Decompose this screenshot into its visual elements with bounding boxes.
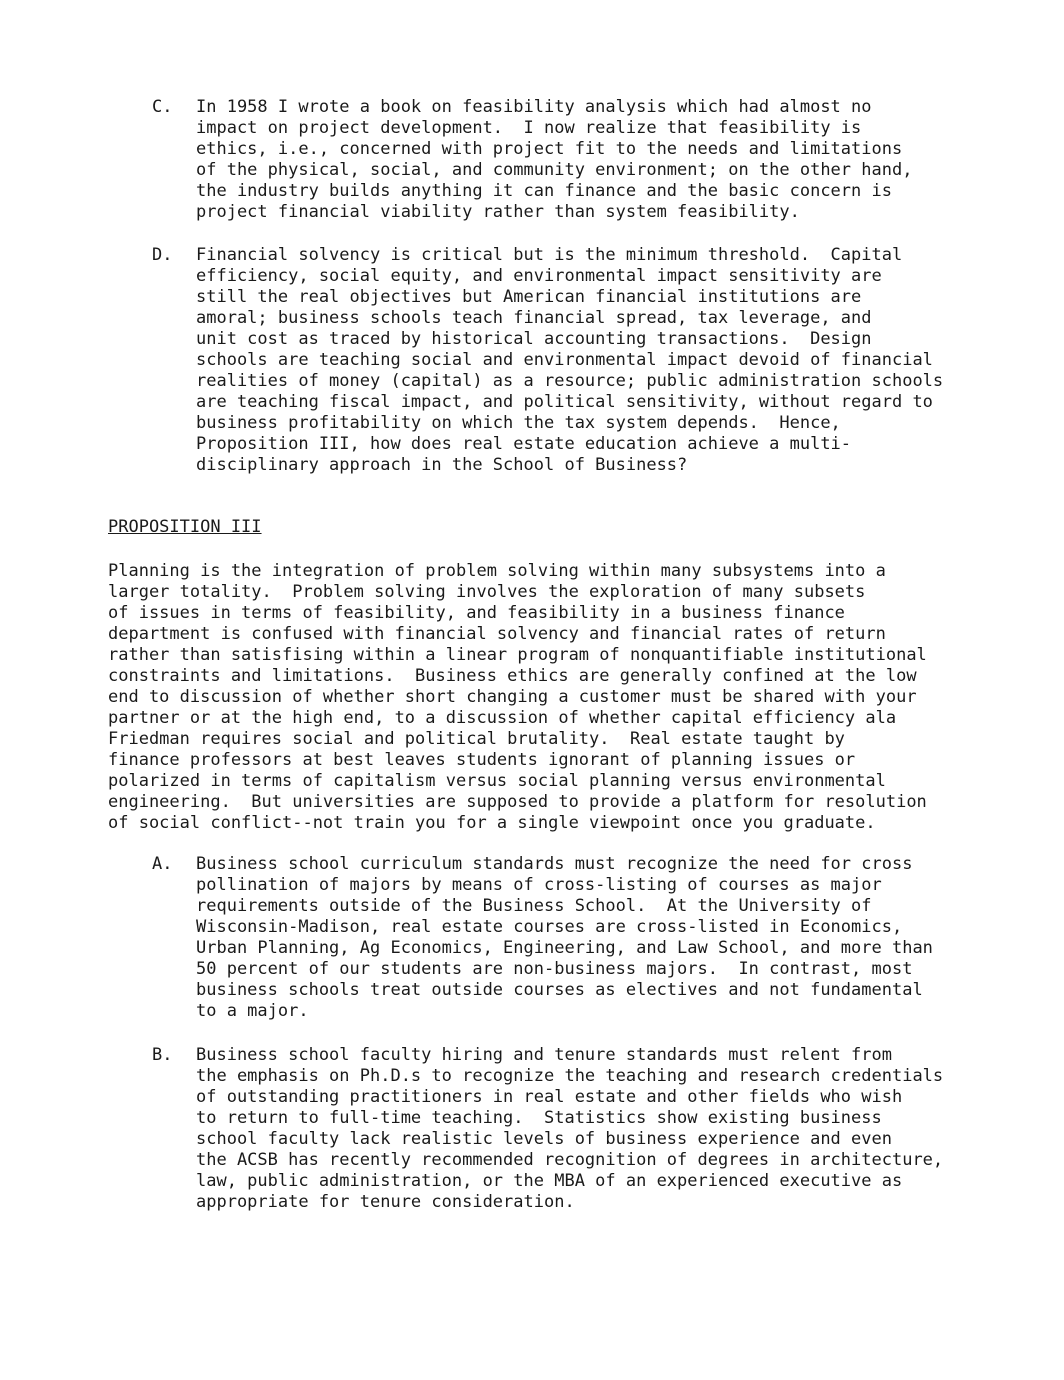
- text-line: business profitability on which the tax system depends. Hence,: [196, 413, 841, 433]
- text-line: larger totality. Problem solving involves the exploration of many subsets: [108, 582, 866, 602]
- text-line: realities of money (capital) as a resource; public administration schools: [196, 371, 944, 391]
- text-line: the industry builds anything it can finance and the basic concern is: [196, 181, 892, 201]
- text-line: rather than satisfising within a linear program of nonquantifiable institutional: [108, 645, 927, 665]
- text-line: partner or at the high end, to a discussion of whether capital efficiency ala: [108, 708, 897, 728]
- text-line: efficiency, social equity, and environmental impact sensitivity are: [196, 266, 882, 286]
- text-line: Financial solvency is critical but is the minimum threshold. Capital: [196, 245, 903, 265]
- text-line: department is confused with financial solvency and financial rates of return: [108, 624, 886, 644]
- text-line: impact on project development. I now realize that feasibility is: [196, 118, 862, 138]
- text-line: Business school faculty hiring and tenure standards must relent from: [196, 1045, 892, 1065]
- text-line: of the physical, social, and community environment; on the other hand,: [196, 160, 913, 180]
- text-line: project financial viability rather than system feasibility.: [196, 202, 800, 222]
- text-line: end to discussion of whether short changing a customer must be shared with your: [108, 687, 917, 707]
- text-line: business schools treat outside courses as electives and not fundamental: [196, 980, 923, 1000]
- list-item-a-text: [196, 854, 1002, 1022]
- list-item-c: [152, 97, 1002, 223]
- list-item-d: [152, 245, 1002, 476]
- text-line: still the real objectives but American financial institutions are: [196, 287, 862, 307]
- text-line: amoral; business schools teach financial spread, tax leverage, and: [196, 308, 872, 328]
- body-paragraph: [108, 561, 1008, 834]
- list-marker-c: C.: [152, 97, 173, 117]
- text-line: appropriate for tenure consideration.: [196, 1192, 575, 1212]
- text-line: unit cost as traced by historical accounting transactions. Design: [196, 329, 872, 349]
- text-line: to a major.: [196, 1001, 309, 1021]
- text-line: Wisconsin-Madison, real estate courses are cross-listed in Economics,: [196, 917, 903, 937]
- text-line: In 1958 I wrote a book on feasibility analysis which had almost no: [196, 97, 872, 117]
- text-line: Planning is the integration of problem solving within many subsystems into a: [108, 561, 886, 581]
- text-line: are teaching fiscal impact, and political sensitivity, without regard to: [196, 392, 933, 412]
- text-line: pollination of majors by means of cross-listing of courses as major: [196, 875, 882, 895]
- text-line: the emphasis on Ph.D.s to recognize the teaching and research credentials: [196, 1066, 944, 1086]
- text-line: of social conflict--not train you for a single viewpoint once you graduate.: [108, 813, 876, 833]
- list-item-c-text: [196, 97, 1002, 223]
- text-line: engineering. But universities are supposed to provide a platform for resolution: [108, 792, 927, 812]
- text-line: finance professors at best leaves students ignorant of planning issues or: [108, 750, 856, 770]
- text-line: of issues in terms of feasibility, and feasibility in a business finance: [108, 603, 845, 623]
- text-line: of outstanding practitioners in real estate and other fields who wish: [196, 1087, 903, 1107]
- text-line: the ACSB has recently recommended recognition of degrees in architecture,: [196, 1150, 944, 1170]
- list-item-a: [152, 854, 1002, 1022]
- text-line: Business school curriculum standards must recognize the need for cross: [196, 854, 913, 874]
- list-marker-b: B.: [152, 1045, 173, 1065]
- text-line: constraints and limitations. Business ethics are generally confined at the low: [108, 666, 917, 686]
- list-marker-d: D.: [152, 245, 173, 265]
- text-line: disciplinary approach in the School of Business?: [196, 455, 688, 475]
- text-line: ethics, i.e., concerned with project fit to the needs and limitations: [196, 139, 903, 159]
- list-item-d-text: [196, 245, 1002, 476]
- text-line: schools are teaching social and environmental impact devoid of financial: [196, 350, 933, 370]
- text-line: to return to full-time teaching. Statistics show existing business: [196, 1108, 882, 1128]
- text-line: 50 percent of our students are non-business majors. In contrast, most: [196, 959, 913, 979]
- text-line: law, public administration, or the MBA of an experienced executive as: [196, 1171, 903, 1191]
- text-line: Proposition III, how does real estate education achieve a multi-: [196, 434, 852, 454]
- text-line: school faculty lack realistic levels of business experience and even: [196, 1129, 892, 1149]
- text-line: requirements outside of the Business School. At the University of: [196, 896, 872, 916]
- list-marker-a: A.: [152, 854, 173, 874]
- section-heading: PROPOSITION III: [108, 517, 262, 537]
- list-item-b-text: [196, 1045, 1002, 1213]
- text-line: Friedman requires social and political brutality. Real estate taught by: [108, 729, 845, 749]
- text-line: polarized in terms of capitalism versus social planning versus environmental: [108, 771, 886, 791]
- list-item-b: [152, 1045, 1002, 1213]
- text-line: Urban Planning, Ag Economics, Engineering, and Law School, and more than: [196, 938, 933, 958]
